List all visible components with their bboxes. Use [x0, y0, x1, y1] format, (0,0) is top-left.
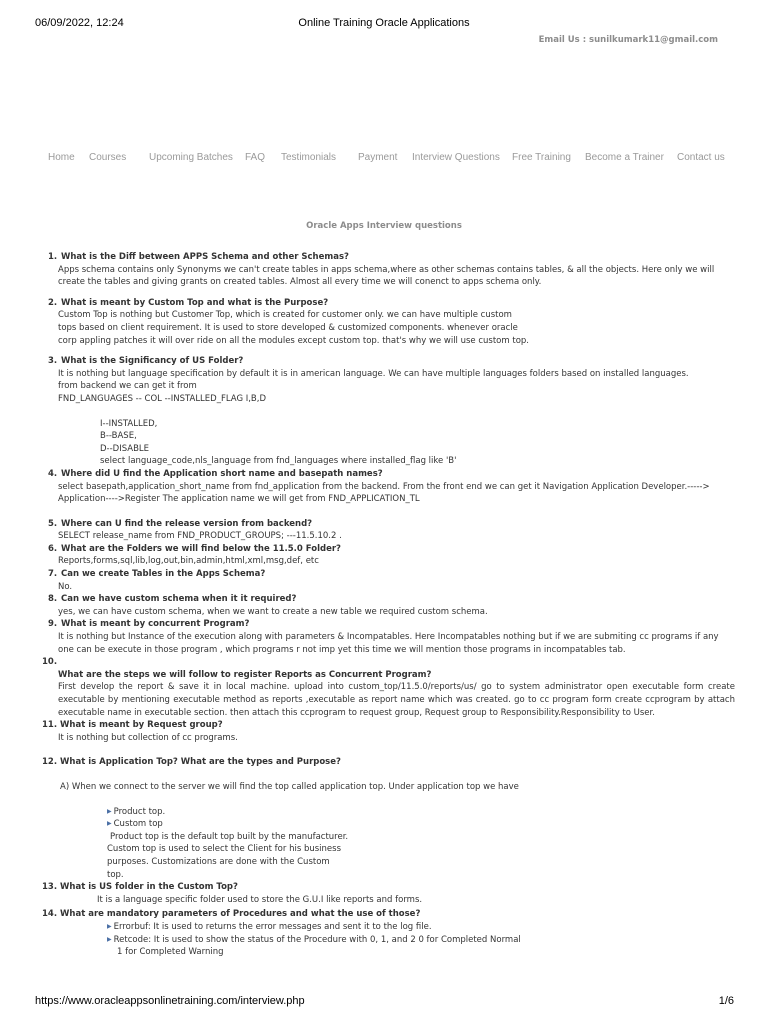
question-14: 14. What are mandatory parameters of Procedures and what the use of those? [42, 909, 421, 920]
nav-upcoming-batches[interactable]: Upcoming Batches [149, 152, 233, 163]
question-5: 5. Where can U find the release version from backend? [48, 518, 313, 529]
question-9: 9. What is meant by concurrent Program? [48, 619, 250, 630]
answer-14: ▶ Errorbuf: It is used to returns the error messages and sent it to the log file. ▶ Retcode: It is used to show the status of the Procedure with 0, 1, and 2 0 for Completed Normal 1 for Completed Warning [107, 921, 735, 959]
page-heading: Oracle Apps Interview questions [306, 221, 462, 231]
nav-free-training[interactable]: Free Training [512, 152, 571, 163]
answer-9: It is nothing but Instance of the execution along with parameters & Incompatables. Here Incompatables nothing but if we are submiting cc programs if any one can be execute in those program , which programs r not imp yet this time we will mention those programs in incompatables tab. [58, 632, 719, 655]
list-item: ▶ Errorbuf: It is used to returns the error messages and sent it to the log file. [107, 921, 735, 934]
answer-7: No. [58, 581, 73, 592]
print-date: 06/09/2022, 12:24 [35, 17, 124, 29]
answer-6: Reports,forms,sql,lib,log,out,bin,admin,html,xml,msg,def, etc [58, 556, 319, 567]
email-link[interactable]: Email Us : sunilkumark11@gmail.com [538, 35, 718, 45]
nav-payment[interactable]: Payment [358, 152, 398, 163]
question-3: 3. What is the Significancy of US Folder? [48, 356, 244, 367]
question-1: 1. What is the Diff between APPS Schema and other Schemas? [48, 252, 349, 262]
question-2: 2. What is meant by Custom Top and what is the Purpose? [48, 297, 329, 308]
question-10-number: 10. [42, 657, 58, 668]
answer-3: It is nothing but language specification by default it is in american language. We can have multiple languages folders based on installed languages. from backend we can get it from FND_LANGUAGES -- COL --INSTALLED_FLAG I,B,D [58, 368, 689, 404]
qa-list [35, 245, 735, 959]
print-url: https://www.oracleappsonlinetraining.com/interview.php [35, 995, 305, 1007]
app-top-types: ▶ Product top. ▶ Custom top Product top is the default top built by the manufacturer. Custom top is used to select the Client for his business purposes. Customizations are done with the Custom top. [107, 806, 735, 882]
answer-4: select basepath,application_short_name from fnd_application from the backend. From the front end we can get it Navigation Application Developer.-----> Application---->Register The application name we will get from FND_APPLICATION_TL [58, 481, 710, 505]
main-nav [0, 152, 768, 166]
list-item: ▶ Retcode: It is used to show the status of the Procedure with 0, 1, and 2 0 for Completed Normal [107, 934, 735, 947]
question-13: 13. What is US folder in the Custom Top? [42, 882, 238, 893]
nav-become-trainer[interactable]: Become a Trainer [585, 152, 664, 163]
answer-10: First develop the report & save it in local machine. upload into custom_top/11.5.0/reports/us/ go to system administrator open executable form create executable by mentioning executable method as reports ,executable as report name which was created. go to cc program form create ccprogram by attach executable name in executable section. then attach this ccprogram to request group, Request group to Responsibility.Responsibility to User. [58, 682, 735, 718]
nav-contact-us[interactable]: Contact us [677, 152, 725, 163]
question-7: 7. Can we create Tables in the Apps Schema? [48, 569, 266, 580]
nav-faq[interactable]: FAQ [245, 152, 266, 163]
nav-home[interactable]: Home [48, 152, 75, 163]
answer-13: It is a language specific folder used to store the G.U.I like reports and forms. [97, 894, 423, 905]
installed-flag-list: I--INSTALLED, B--BASE, D--DISABLE select language_code,nls_language from fnd_languages where installed_flag like 'B' [100, 418, 457, 467]
nav-testimonials[interactable]: Testimonials [281, 152, 337, 163]
answer-12: A) When we connect to the server we will find the top called application top. Under application top we have [60, 781, 519, 792]
question-11: 11. What is meant by Request group? [42, 720, 223, 731]
question-6: 6. What are the Folders we will find below the 11.5.0 Folder? [48, 543, 341, 554]
question-12: 12. What is Application Top? What are the types and Purpose? [42, 757, 341, 768]
answer-11: It is nothing but collection of cc programs. [58, 732, 238, 743]
answer-5: SELECT release_name from FND_PRODUCT_GROUPS; ---11.5.10.2 . [58, 531, 342, 542]
answer-1: Apps schema contains only Synonyms we can't create tables in apps schema,where as other schemas contains tables, & all the objects. Here only we will create the tables and giving grants on created tables. Almost all every time we will conenct to apps schema only. [58, 264, 715, 288]
answer-2: Custom Top is nothing but Customer Top, which is created for customer only. we can have multiple custom tops based on client requirement. It is used to store developed & customized components. whenever oracle corp appling patches it will over ride on all the modules except custom top. that's why we will use custom top. [58, 310, 529, 346]
question-10: What are the steps we will follow to register Reports as Concurrent Program? [58, 669, 432, 680]
list-item: ▶ Custom top [107, 818, 735, 831]
list-item: ▶ Product top. [107, 806, 735, 819]
question-4: 4. Where did U find the Application short name and basepath names? [48, 468, 383, 479]
question-8: 8. Can we have custom schema when it it required? [48, 594, 297, 605]
nav-interview-questions[interactable]: Interview Questions [412, 152, 500, 163]
answer-8: yes, we can have custom schema, when we want to create a new table we required custom schema. [58, 606, 488, 617]
print-title: Online Training Oracle Applications [298, 17, 470, 29]
nav-courses[interactable]: Courses [89, 152, 127, 163]
print-page-number: 1/6 [718, 995, 734, 1007]
